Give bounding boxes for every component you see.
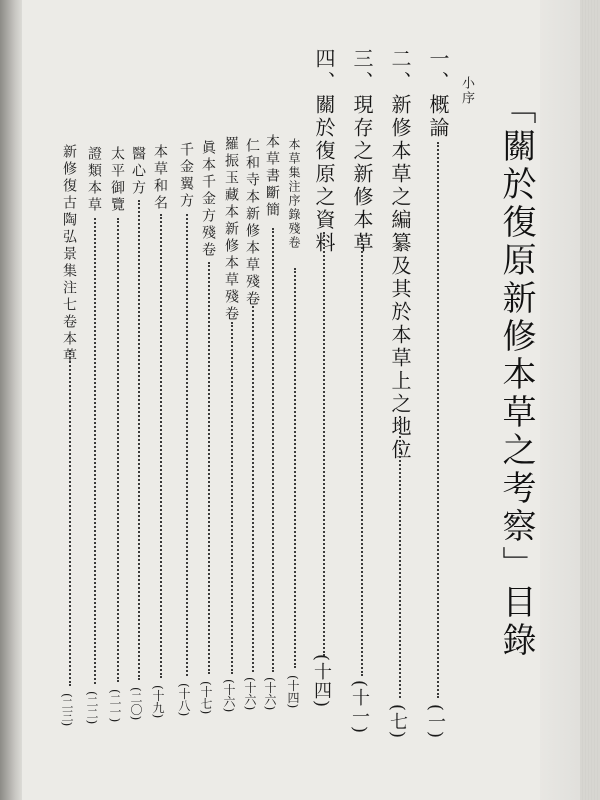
toc-subleader-10 <box>94 218 96 684</box>
toc-subleader-8 <box>138 200 140 680</box>
toc-subentry-5-label: 眞本千金方殘卷 <box>200 140 216 259</box>
toc-leader-1 <box>437 142 439 698</box>
toc-entry-3-page: (十一) <box>349 680 370 735</box>
toc-entry-preface: 小序 <box>459 76 474 106</box>
toc-subentry-8-page: (二〇) <box>129 687 143 721</box>
toc-subentry-11-page: (二三) <box>60 693 74 727</box>
toc-subleader-1 <box>294 268 296 668</box>
toc-leader-2 <box>399 416 401 698</box>
toc-entry-4-label: 四、關於復原之資料 <box>312 48 336 255</box>
toc-subentry-5-page: (十七) <box>199 681 213 715</box>
toc-subentry-10-page: (二二) <box>85 691 99 725</box>
toc-entry-4-page: (十四) <box>311 654 332 709</box>
toc-subleader-4 <box>231 322 233 674</box>
toc-subentry-9-label: 太平御覽 <box>109 146 125 214</box>
toc-subleader-7 <box>160 214 162 678</box>
toc-subentry-7-page: (十九) <box>151 685 165 719</box>
toc-subentry-4-label: 羅振玉藏本新修本草殘卷 <box>223 136 239 323</box>
toc-subentry-4-page: (十六) <box>222 679 236 713</box>
book-page <box>22 0 542 800</box>
toc-subentry-2-page: (十六) <box>263 677 277 711</box>
toc-subentry-1-page: (十四) <box>286 675 300 709</box>
page-edges <box>580 0 600 800</box>
toc-subentry-3-page: (十六) <box>243 677 257 711</box>
toc-subentry-9-page: (二一) <box>108 689 122 723</box>
toc-subentry-3-label: 仁和寺本新修本草殘卷 <box>244 138 260 308</box>
toc-subleader-11 <box>69 350 71 686</box>
toc-subentry-2-label: 本草書斷簡 <box>264 134 280 219</box>
toc-subentry-1-label: 本草集注序錄殘卷 <box>287 138 301 250</box>
toc-subleader-3 <box>252 306 254 672</box>
toc-subentry-6-label: 千金翼方 <box>178 142 194 210</box>
toc-subleader-6 <box>186 214 188 676</box>
toc-subleader-5 <box>208 262 210 674</box>
toc-subleader-9 <box>117 218 119 682</box>
toc-subentry-10-label: 證類本草 <box>86 146 102 214</box>
toc-subentry-8-label: 醫心方 <box>130 146 146 197</box>
toc-entry-3-label: 三、現存之新修本草 <box>350 48 374 255</box>
toc-subentry-7-label: 本草和名 <box>152 144 168 212</box>
toc-leader-3 <box>361 236 363 676</box>
toc-subentry-11-label: 新修復古陶弘景集注七卷本草 <box>61 144 77 365</box>
book-binding <box>0 0 22 800</box>
toc-subentry-6-page: (十八) <box>177 683 191 717</box>
toc-subleader-2 <box>272 228 274 672</box>
toc-entry-2-page: (七) <box>387 704 408 740</box>
toc-entry-2-label: 二、新修本草之編纂及其於本草上之地位 <box>388 48 412 462</box>
toc-leader-4 <box>323 232 325 656</box>
toc-entry-1-page: (一) <box>425 704 446 740</box>
toc-title: 「關於復原新修本草之考察」目錄 <box>496 90 536 660</box>
toc-entry-1-label: 一、概論 <box>426 48 450 140</box>
